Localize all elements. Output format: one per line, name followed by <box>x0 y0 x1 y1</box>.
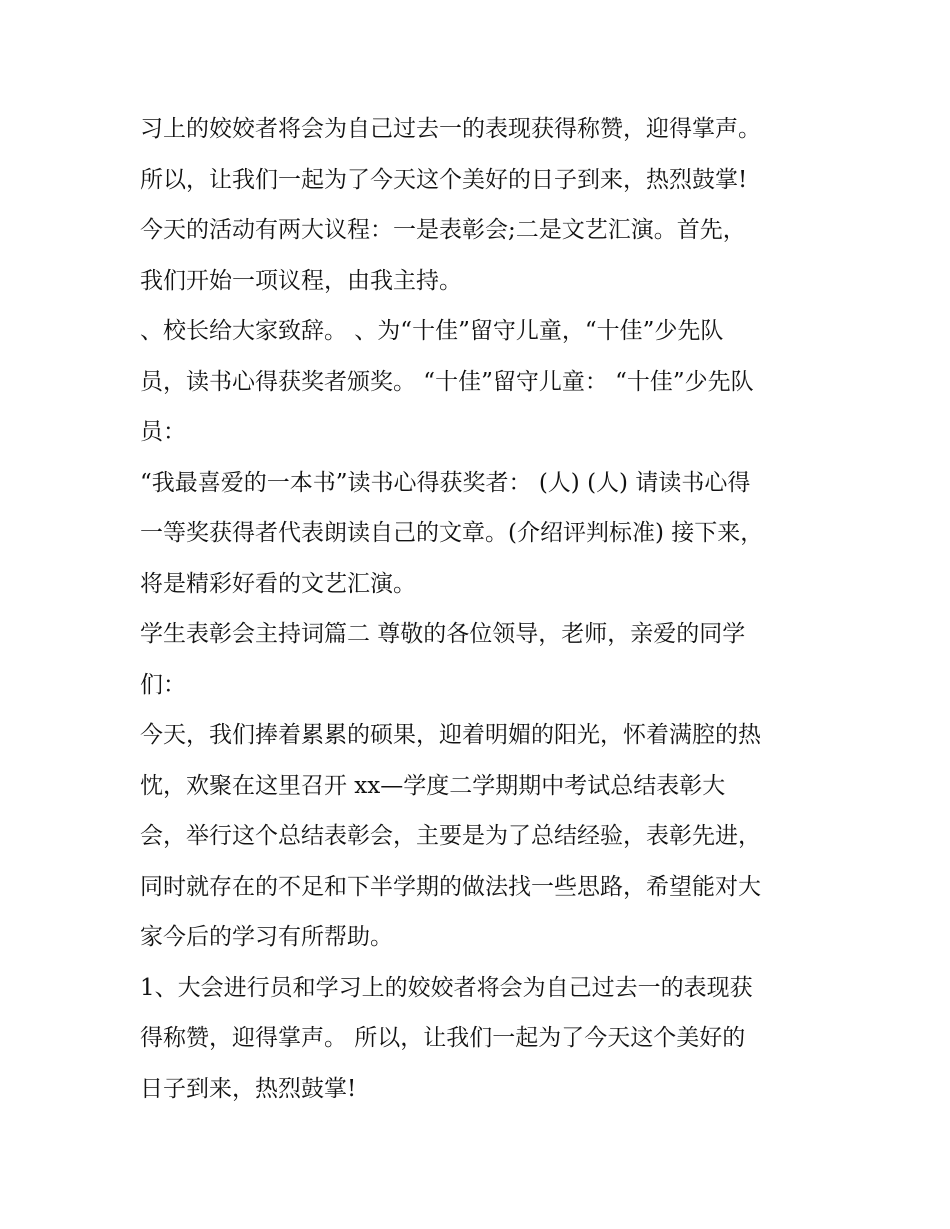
text-line: 日子到来，热烈鼓掌! <box>140 1075 357 1102</box>
text-line: 将是精彩好看的文艺汇演。 <box>140 570 416 597</box>
text-line: 员： <box>140 419 186 445</box>
text-line: 员，读书心得获奖者颁奖。 “十佳”留守儿童： “十佳”少先队 <box>140 368 754 395</box>
text-line: 会，举行这个总结表彰会，主要是为了总结经验，表彰先进， <box>140 823 761 849</box>
document-body <box>140 104 830 1114</box>
text-line: 、校长给大家致辞。 、为“十佳”留守儿童，“十佳”少先队 <box>140 318 724 344</box>
text-line: 得称赞，迎得掌声。 所以，让我们一起为了今天这个美好的 <box>140 1025 746 1051</box>
text-line: 习上的姣姣者将会为自己过去一的表现获得称赞，迎得掌声。 <box>140 116 761 142</box>
text-line: 家今后的学习有所帮助。 <box>140 924 393 950</box>
text-line: 一等奖获得者代表朗读自己的文章。(介绍评判标准) 接下来， <box>140 520 764 546</box>
text-line: “我最喜爱的一本书”读书心得获奖者： (人) (人) 请读书心得 <box>140 469 751 496</box>
text-line: 学生表彰会主持词篇二 尊敬的各位领导，老师，亲爱的同学 <box>140 621 746 647</box>
text-line: 们： <box>140 671 186 698</box>
text-line: 今天的活动有两大议程：一是表彰会;二是文艺汇演。首先， <box>140 217 746 243</box>
text-line: 我们开始一项议程，由我主持。 <box>140 267 462 294</box>
text-line: 同时就存在的不足和下半学期的做法找一些思路，希望能对大 <box>140 873 761 900</box>
text-line: 1、大会进行员和学习上的姣姣者将会为自己过去一的表现获 <box>140 974 753 1001</box>
text-line: 忱，欢聚在这里召开 xx—学度二学期期中考试总结表彰大 <box>140 772 726 799</box>
text-line: 所以，让我们一起为了今天这个美好的日子到来，热烈鼓掌! <box>140 166 748 193</box>
text-line: 今天，我们捧着累累的硕果，迎着明媚的阳光，怀着满腔的热 <box>140 722 761 748</box>
